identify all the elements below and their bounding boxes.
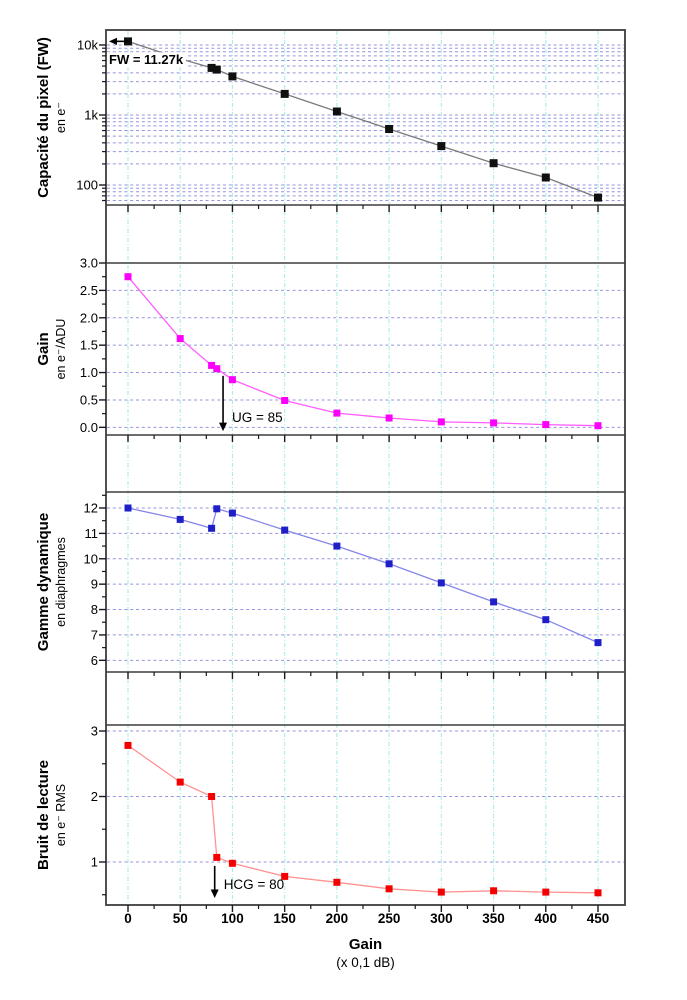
y-tick-label: 3.0 xyxy=(79,255,98,271)
y-tick-label: 1.0 xyxy=(79,365,98,381)
series-line-pixel-capacity xyxy=(128,41,598,197)
data-point-dynamic-range xyxy=(177,516,184,523)
y-tick-label: 0.0 xyxy=(79,419,98,435)
x-tick-label: 400 xyxy=(534,911,558,926)
y-tick-label: 11 xyxy=(84,525,98,541)
data-point-read-noise xyxy=(438,889,445,896)
data-point-dynamic-range xyxy=(595,639,602,646)
data-point-gain-e-per-adu xyxy=(542,421,549,428)
data-point-gain-e-per-adu xyxy=(490,419,497,426)
fw-arrowhead xyxy=(109,38,117,45)
series-line-read-noise xyxy=(128,745,598,892)
data-point-gain-e-per-adu xyxy=(125,273,132,280)
y-tick-label: 0.5 xyxy=(79,392,98,408)
data-point-pixel-capacity xyxy=(385,125,393,133)
data-point-gain-e-per-adu xyxy=(595,422,602,429)
x-tick-label: 0 xyxy=(124,911,132,926)
data-point-read-noise xyxy=(125,742,132,749)
y-tick-label: 9 xyxy=(90,576,98,592)
y-tick-label: 2.5 xyxy=(79,282,98,298)
data-point-gain-e-per-adu xyxy=(333,410,340,417)
y-axis-title-pixel-capacity: Capacité du pixel (FW) xyxy=(35,37,52,198)
data-point-dynamic-range xyxy=(386,560,393,567)
data-point-gain-e-per-adu xyxy=(213,365,220,372)
x-tick-label: 250 xyxy=(377,911,401,926)
data-point-gain-e-per-adu xyxy=(177,335,184,342)
x-axis-title: Gain xyxy=(348,936,383,953)
data-point-dynamic-range xyxy=(438,579,445,586)
y-tick-label: 2.0 xyxy=(79,310,98,326)
x-tick-label: 200 xyxy=(325,911,349,926)
y-tick-label: 7 xyxy=(90,627,98,643)
y-axis-subtitle-dynamic-range: en diaphragmes xyxy=(54,537,68,627)
x-axis-subtitle: (x 0,1 dB) xyxy=(336,955,395,970)
y-tick-label: 1.5 xyxy=(79,337,98,353)
y-tick-label: 1k xyxy=(84,107,98,123)
data-point-read-noise xyxy=(386,885,393,892)
x-tick-label: 350 xyxy=(482,911,505,926)
data-point-dynamic-range xyxy=(208,525,215,532)
data-point-read-noise xyxy=(542,889,549,896)
data-point-read-noise xyxy=(229,860,236,867)
y-axis-subtitle-gain-e-per-adu: en e⁻/ADU xyxy=(54,318,68,380)
y-tick-label: 100 xyxy=(76,177,98,193)
y-tick-label: 12 xyxy=(83,500,98,516)
data-point-dynamic-range xyxy=(281,527,288,534)
data-point-dynamic-range xyxy=(333,543,340,550)
figure-frame xyxy=(106,30,625,905)
y-axis-subtitle-read-noise: en e⁻ RMS xyxy=(54,783,68,847)
y-tick-label: 3 xyxy=(90,723,98,739)
data-point-dynamic-range xyxy=(542,616,549,623)
x-tick-label: 300 xyxy=(430,911,453,926)
data-point-read-noise xyxy=(333,879,340,886)
data-point-gain-e-per-adu xyxy=(386,415,393,422)
data-point-gain-e-per-adu xyxy=(281,397,288,404)
y-tick-label: 1 xyxy=(90,854,98,870)
data-point-dynamic-range xyxy=(125,505,132,512)
data-point-read-noise xyxy=(213,854,220,861)
data-point-dynamic-range xyxy=(229,510,236,517)
annotation-fw: FW = 11.27k xyxy=(109,51,184,67)
down-arrowhead xyxy=(211,889,219,898)
annotation-read-noise: HCG = 80 xyxy=(223,876,285,892)
data-point-pixel-capacity xyxy=(281,90,289,98)
y-tick-label: 8 xyxy=(90,602,98,618)
y-axis-title-read-noise: Bruit de lecture xyxy=(35,759,52,871)
y-tick-label: 10k xyxy=(77,37,98,53)
x-tick-label: 150 xyxy=(273,911,296,926)
annotation-gain-e-per-adu: UG = 85 xyxy=(232,410,283,426)
data-point-dynamic-range xyxy=(213,505,220,512)
data-point-pixel-capacity xyxy=(490,159,498,167)
data-point-pixel-capacity xyxy=(213,66,221,74)
y-tick-label: 6 xyxy=(90,652,98,668)
data-point-read-noise xyxy=(595,889,602,896)
data-point-read-noise xyxy=(490,887,497,894)
data-point-dynamic-range xyxy=(490,598,497,605)
data-point-pixel-capacity xyxy=(594,194,602,202)
data-point-pixel-capacity xyxy=(542,174,550,182)
y-axis-title-dynamic-range: Gamme dynamique xyxy=(35,512,52,652)
data-point-pixel-capacity xyxy=(437,142,445,150)
y-tick-label: 10 xyxy=(83,551,98,567)
data-point-gain-e-per-adu xyxy=(438,418,445,425)
data-point-gain-e-per-adu xyxy=(229,376,236,383)
data-point-pixel-capacity xyxy=(333,108,341,116)
y-axis-title-gain-e-per-adu: Gain xyxy=(35,332,52,366)
series-line-gain-e-per-adu xyxy=(128,277,598,426)
data-point-pixel-capacity xyxy=(228,72,236,80)
x-tick-label: 450 xyxy=(586,911,610,926)
x-tick-label: 50 xyxy=(172,911,188,926)
series-line-dynamic-range xyxy=(128,508,598,643)
y-axis-subtitle-pixel-capacity: en e⁻ xyxy=(54,102,68,133)
data-point-read-noise xyxy=(208,793,215,800)
x-tick-label: 100 xyxy=(221,911,244,926)
y-tick-label: 2 xyxy=(90,789,98,805)
data-point-read-noise xyxy=(177,779,184,786)
